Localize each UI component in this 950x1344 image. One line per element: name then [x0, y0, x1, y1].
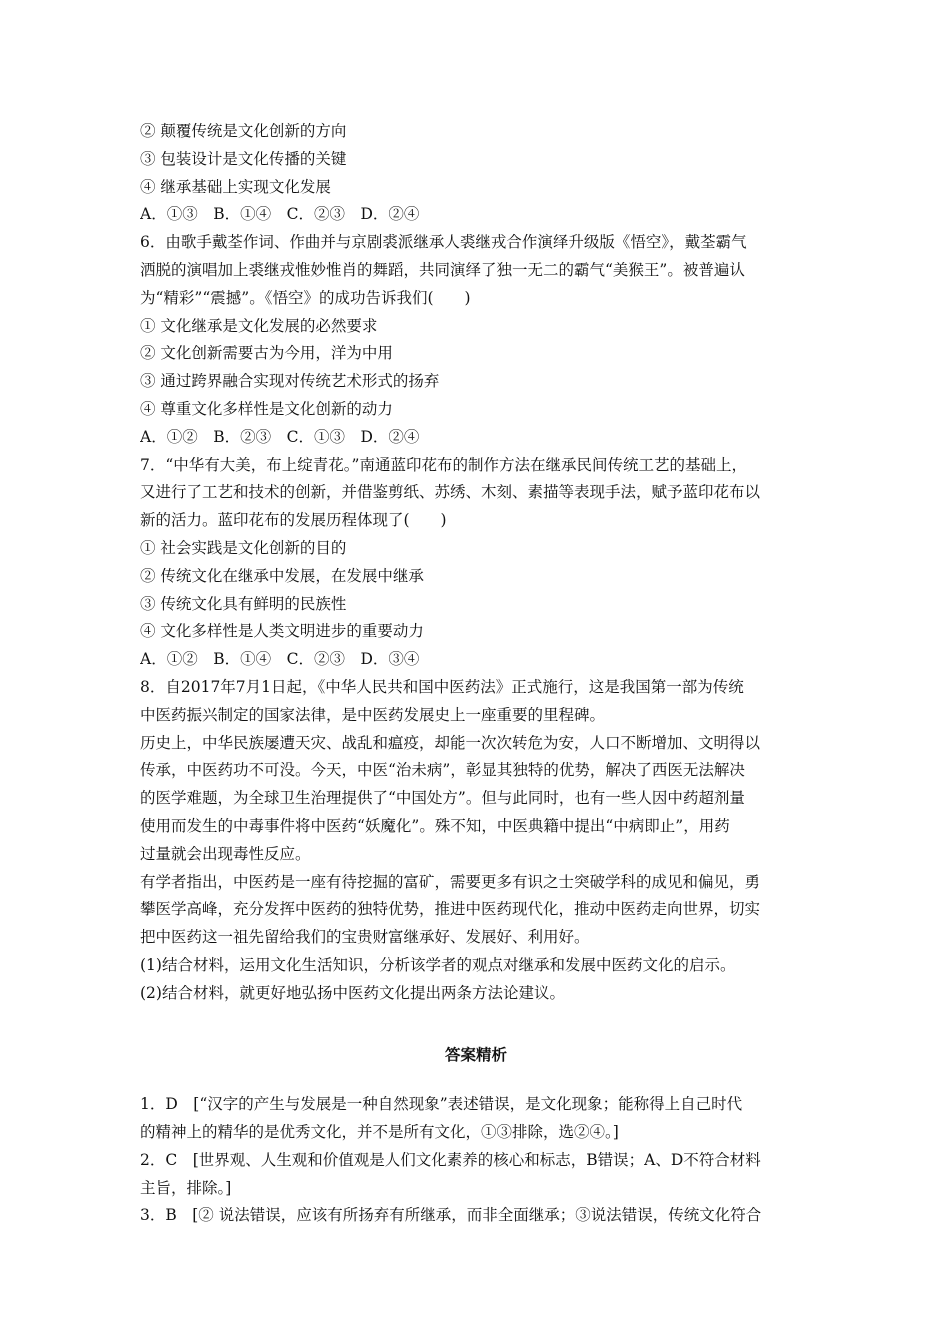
- option-line: ① 文化继承是文化发展的必然要求: [140, 316, 378, 335]
- option-line: ④ 继承基础上实现文化发展: [140, 177, 331, 196]
- paragraph-line: 把中医药这一祖先留给我们的宝贵财富继承好、发展好、利用好。: [140, 928, 590, 947]
- sub-question-1: (1)结合材料，运用文化生活知识，分析该学者的观点对继承和发展中医药文化的启示。: [140, 955, 736, 974]
- paragraph-line: 攀医学高峰，充分发挥中医药的独特优势，推进中医药现代化，推动中医药走向世界，切实: [140, 900, 761, 919]
- answer-line: 1．D [“汉字的产生与发展是一种自然现象”表述错误，是文化现象；能称得上自己时代: [140, 1095, 743, 1114]
- answer-list: [140, 1091, 812, 1230]
- option-line: ③ 通过跨界融合实现对传统艺术形式的扬弃: [140, 372, 440, 391]
- stem-line: 为“精彩”“震撼”。《悟空》的成功告诉我们( ): [140, 288, 471, 307]
- paragraph-line: 有学者指出，中医药是一座有待挖掘的富矿，需要更多有识之士突破学科的成见和偏见，勇: [140, 872, 761, 891]
- option-line: ① 社会实践是文化创新的目的: [140, 538, 347, 557]
- answers-heading: 答案精析: [444, 1045, 507, 1064]
- document-body: [140, 118, 812, 1230]
- stem-line: 7．“中华有大美，布上绽青花。”南通蓝印花布的制作方法在继承民间传统工艺的基础上，: [140, 455, 747, 474]
- paragraph-line: 中医药振兴制定的国家法律，是中医药发展史上一座重要的里程碑。: [140, 705, 606, 724]
- question-7: [140, 452, 812, 674]
- paragraph-line: 过量就会出现毒性反应。: [140, 844, 311, 863]
- choices-line: A．①② B．①④ C．②③ D．③④: [140, 650, 420, 669]
- paragraph-line: 历史上，中华民族屡遭天灾、战乱和瘟疫，却能一次次转危为安，人口不断增加、文明得以: [140, 733, 761, 752]
- sub-question-2: (2)结合材料，就更好地弘扬中医药文化提出两条方法论建议。: [140, 983, 565, 1002]
- choices-line: A．①③ B．①④ C．②③ D．②④: [140, 205, 420, 224]
- option-line: ④ 文化多样性是人类文明进步的重要动力: [140, 622, 424, 641]
- question-6: [140, 229, 812, 451]
- question-8: [140, 674, 812, 1008]
- answer-line: 3．B [② 说法错误，应该有所扬弃有所继承，而非全面继承；③说法错误，传统文化符合: [140, 1206, 762, 1225]
- paragraph-line: 8．自2017年7月1日起，《中华人民共和国中医药法》正式施行，这是我国第一部为传统: [140, 677, 744, 696]
- paragraph-line: 的医学难题，为全球卫生治理提供了“中国处方”。但与此同时，也有一些人因中药超剂量: [140, 789, 745, 808]
- answer-line: 2．C [世界观、人生观和价值观是人们文化素养的核心和标志，B错误；A、D不符合材料: [140, 1150, 761, 1169]
- paragraph-line: 传承，中医药功不可没。今天，中医“治未病”，彰显其独特的优势，解决了西医无法解决: [140, 761, 745, 780]
- question-5-tail: [140, 118, 812, 229]
- answer-line: 主旨，排除。]: [140, 1178, 232, 1197]
- stem-line: 6．由歌手戴荃作词、作曲并与京剧裘派继承人裘继戎合作演绎升级版《悟空》，戴荃霸气: [140, 233, 747, 252]
- option-line: ② 文化创新需要古为今用，洋为中用: [140, 344, 393, 363]
- option-line: ② 颠覆传统是文化创新的方向: [140, 122, 347, 140]
- option-line: ③ 包装设计是文化传播的关键: [140, 149, 347, 168]
- choices-line: A．①② B．②③ C．①③ D．②④: [140, 427, 420, 446]
- stem-line: 新的活力。蓝印花布的发展历程体现了( ): [140, 511, 447, 530]
- option-line: ④ 尊重文化多样性是文化创新的动力: [140, 399, 393, 418]
- stem-line: 洒脱的演唱加上裘继戎惟妙惟肖的舞蹈，共同演绎了独一无二的霸气“美猴王”。被普遍认: [140, 260, 745, 279]
- answer-line: 的精神上的精华的是优秀文化，并不是所有文化，①③排除，选②④。]: [140, 1123, 619, 1142]
- stem-line: 又进行了工艺和技术的创新，并借鉴剪纸、苏绣、木刻、素描等表现手法，赋予蓝印花布以: [140, 483, 761, 502]
- paragraph-line: 使用而发生的中毒事件将中医药“妖魔化”。殊不知，中医典籍中提出“中病即止”，用药: [140, 816, 730, 835]
- option-line: ③ 传统文化具有鲜明的民族性: [140, 594, 347, 613]
- option-line: ② 传统文化在继承中发展，在发展中继承: [140, 566, 424, 585]
